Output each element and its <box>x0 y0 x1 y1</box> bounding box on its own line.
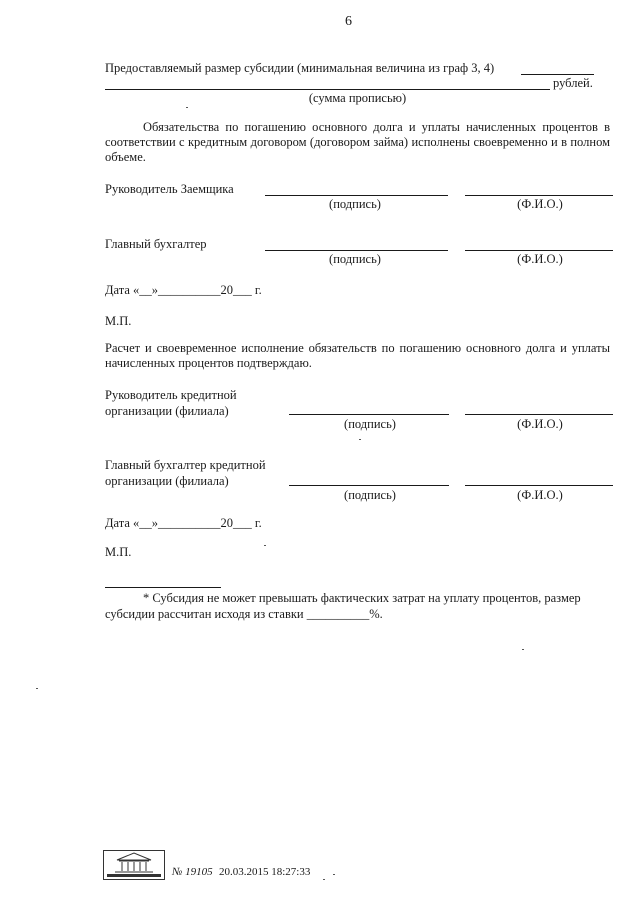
bank-accountant-signature-line[interactable] <box>289 485 449 486</box>
borrower-accountant-signature-line[interactable] <box>265 250 448 251</box>
borrower-accountant-signature-caption: (подпись) <box>329 252 381 266</box>
bank-head-label-line1: Руководитель кредитной <box>105 388 237 402</box>
scan-speck <box>186 107 188 108</box>
bank-accountant-name-caption: (Ф.И.О.) <box>517 488 563 502</box>
page-number: 6 <box>345 14 352 29</box>
scan-speck <box>333 874 335 875</box>
bank-accountant-name-line[interactable] <box>465 485 613 486</box>
borrower-accountant-label: Главный бухгалтер <box>105 237 207 251</box>
subsidy-label: Предоставляемый размер субсидии (минимальная величина из граф 3, 4) <box>105 61 495 75</box>
scan-speck <box>522 649 524 650</box>
bank-head-name-caption: (Ф.И.О.) <box>517 417 563 431</box>
registration-datetime: 20.03.2015 18:27:33 <box>219 866 311 878</box>
footnote-line2: субсидии рассчитан исходя из ставки __________%. <box>105 607 383 621</box>
bank-accountant-label-line1: Главный бухгалтер кредитной <box>105 458 266 472</box>
borrower-head-signature-line[interactable] <box>265 195 448 196</box>
borrower-accountant-name-caption: (Ф.И.О.) <box>517 252 563 266</box>
bank-accountant-signature-caption: (подпись) <box>344 488 396 502</box>
borrower-head-label: Руководитель Заемщика <box>105 182 234 196</box>
bank-accountant-label-line2: организации (филиала) <box>105 474 229 488</box>
borrower-accountant-name-line[interactable] <box>465 250 613 251</box>
borrower-date-line: Дата «__»__________20___ г. <box>105 283 262 297</box>
bank-head-signature-line[interactable] <box>289 414 449 415</box>
scan-speck <box>264 545 266 546</box>
footnote-separator <box>105 587 221 588</box>
scan-speck <box>359 439 361 440</box>
borrower-stamp-mark: М.П. <box>105 314 132 328</box>
bank-stamp-mark: М.П. <box>105 545 132 559</box>
bank-head-name-line[interactable] <box>465 414 613 415</box>
subsidy-words-line[interactable] <box>105 89 550 90</box>
scan-speck <box>323 879 325 880</box>
subsidy-caption: (сумма прописью) <box>308 91 407 105</box>
subsidy-currency: рублей. <box>553 76 593 90</box>
registration-number: № 19105 <box>172 866 213 878</box>
scan-speck <box>36 688 38 689</box>
subsidy-amount-line[interactable] <box>521 74 594 75</box>
confirmation-paragraph: Расчет и своевременное исполнение обязательств по погашению основного долга и уплаты начисленных процентов подтверждаю. <box>105 341 610 370</box>
bank-head-signature-caption: (подпись) <box>344 417 396 431</box>
government-building-seal-icon <box>103 850 165 880</box>
bank-head-label-line2: организации (филиала) <box>105 404 229 418</box>
borrower-head-name-line[interactable] <box>465 195 613 196</box>
borrower-head-name-caption: (Ф.И.О.) <box>517 197 563 211</box>
bank-date-line: Дата «__»__________20___ г. <box>105 516 262 530</box>
obligations-paragraph: Обязательства по погашению основного долга и уплаты начисленных процентов в соответствии с кредитным договором (договором займа) исполнены своевременно и в полном объеме. <box>105 120 610 164</box>
borrower-head-signature-caption: (подпись) <box>329 197 381 211</box>
footnote-line1: * Субсидия не может превышать фактических затрат на уплату процентов, размер <box>143 591 581 605</box>
